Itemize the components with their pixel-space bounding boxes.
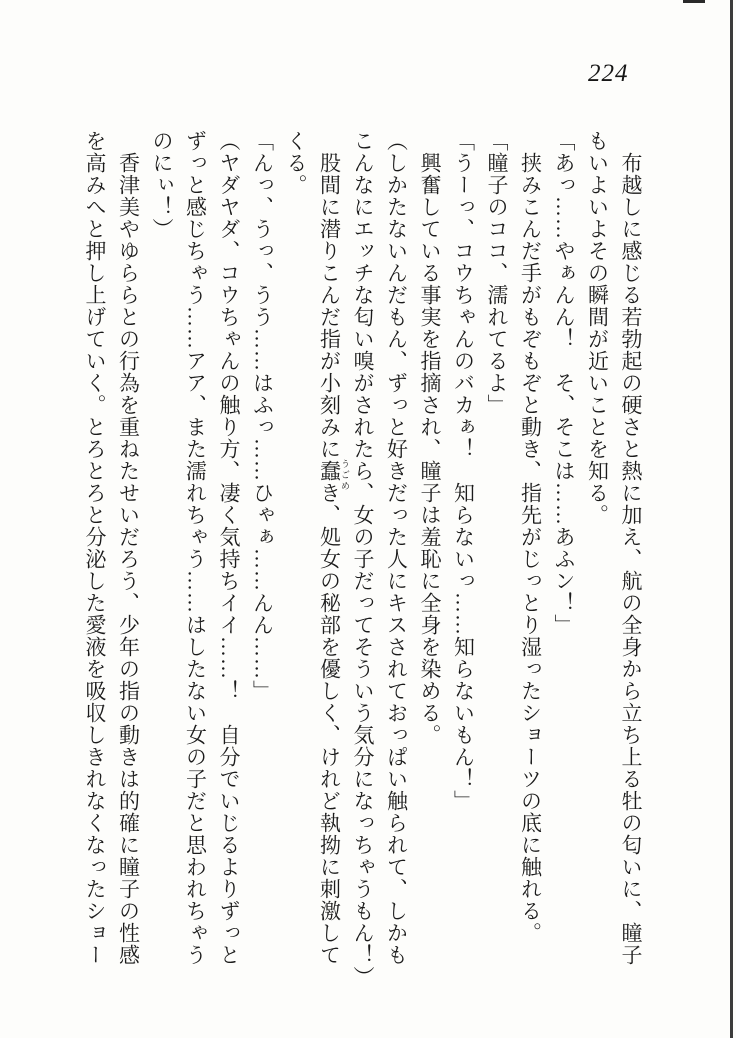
vertical-text-block bbox=[77, 130, 647, 1016]
page-edge-line bbox=[730, 0, 733, 1038]
text-column: 香津美やゆららとの行為を重ねたせいだろう、少年の指の動きは的確に瞳子の性感 bbox=[116, 130, 141, 966]
text-column: のにぃ！） bbox=[150, 130, 174, 240]
text-column: を高みへと押し上げていく。とろとろと分泌した愛液を吸収しきれなくなったショー bbox=[83, 130, 107, 966]
furigana-label: うごめ bbox=[340, 459, 350, 492]
text-column: 「瞳子のココ、濡れてるよ」 bbox=[485, 130, 509, 416]
scan-artifact bbox=[683, 0, 705, 3]
text-column: 布越しに感じる若勃起の硬さと熱に加え、航の全身から立ち上る牡の匂いに、瞳子 bbox=[619, 130, 643, 966]
page-number: 224 bbox=[588, 60, 629, 87]
text-column: （ヤダヤダ、コウちゃんの触り方、凄く気持ちイイ……！ 自分でいじるよりずっと bbox=[217, 130, 241, 966]
text-column: もいよいよその瞬間が近いことを知る。 bbox=[585, 130, 610, 526]
text-column: ずっと感じちゃう……アア、また濡れちゃう……はしたない女の子だと思われちゃう bbox=[183, 130, 208, 966]
text-column: くる。 bbox=[284, 130, 308, 196]
text-column: 股間に潜りこんだ指が小刻みに蠢き、処女の秘部を優しく、けれど執拗に刺激して bbox=[317, 130, 342, 966]
text-column: 「んっ、うっ、うう……はふっ……ひゃぁ……んん……」 bbox=[250, 130, 275, 702]
text-column: 挟みこんだ手がもぞもぞと動き、指先がじっとり湿ったショーツの底に触れる。 bbox=[518, 130, 543, 944]
text-column: 「うーっ、コウちゃんのバカぁ！ 知らないっ……知らないもん！」 bbox=[451, 130, 476, 812]
text-column: （しかたないんだもん、ずっと好きだった人にキスされておっぱい触られて、しかも bbox=[384, 130, 409, 966]
text-column: 「あっ……やぁんん！ そ、そこは……あふン！」 bbox=[552, 130, 576, 636]
text-column: 興奮している事実を指摘され、瞳子は羞恥に全身を染める。 bbox=[418, 130, 442, 746]
text-column: こんなにエッチな匂い嗅がされたら、女の子だってそういう気分になっちゃうもん！） bbox=[351, 130, 375, 988]
